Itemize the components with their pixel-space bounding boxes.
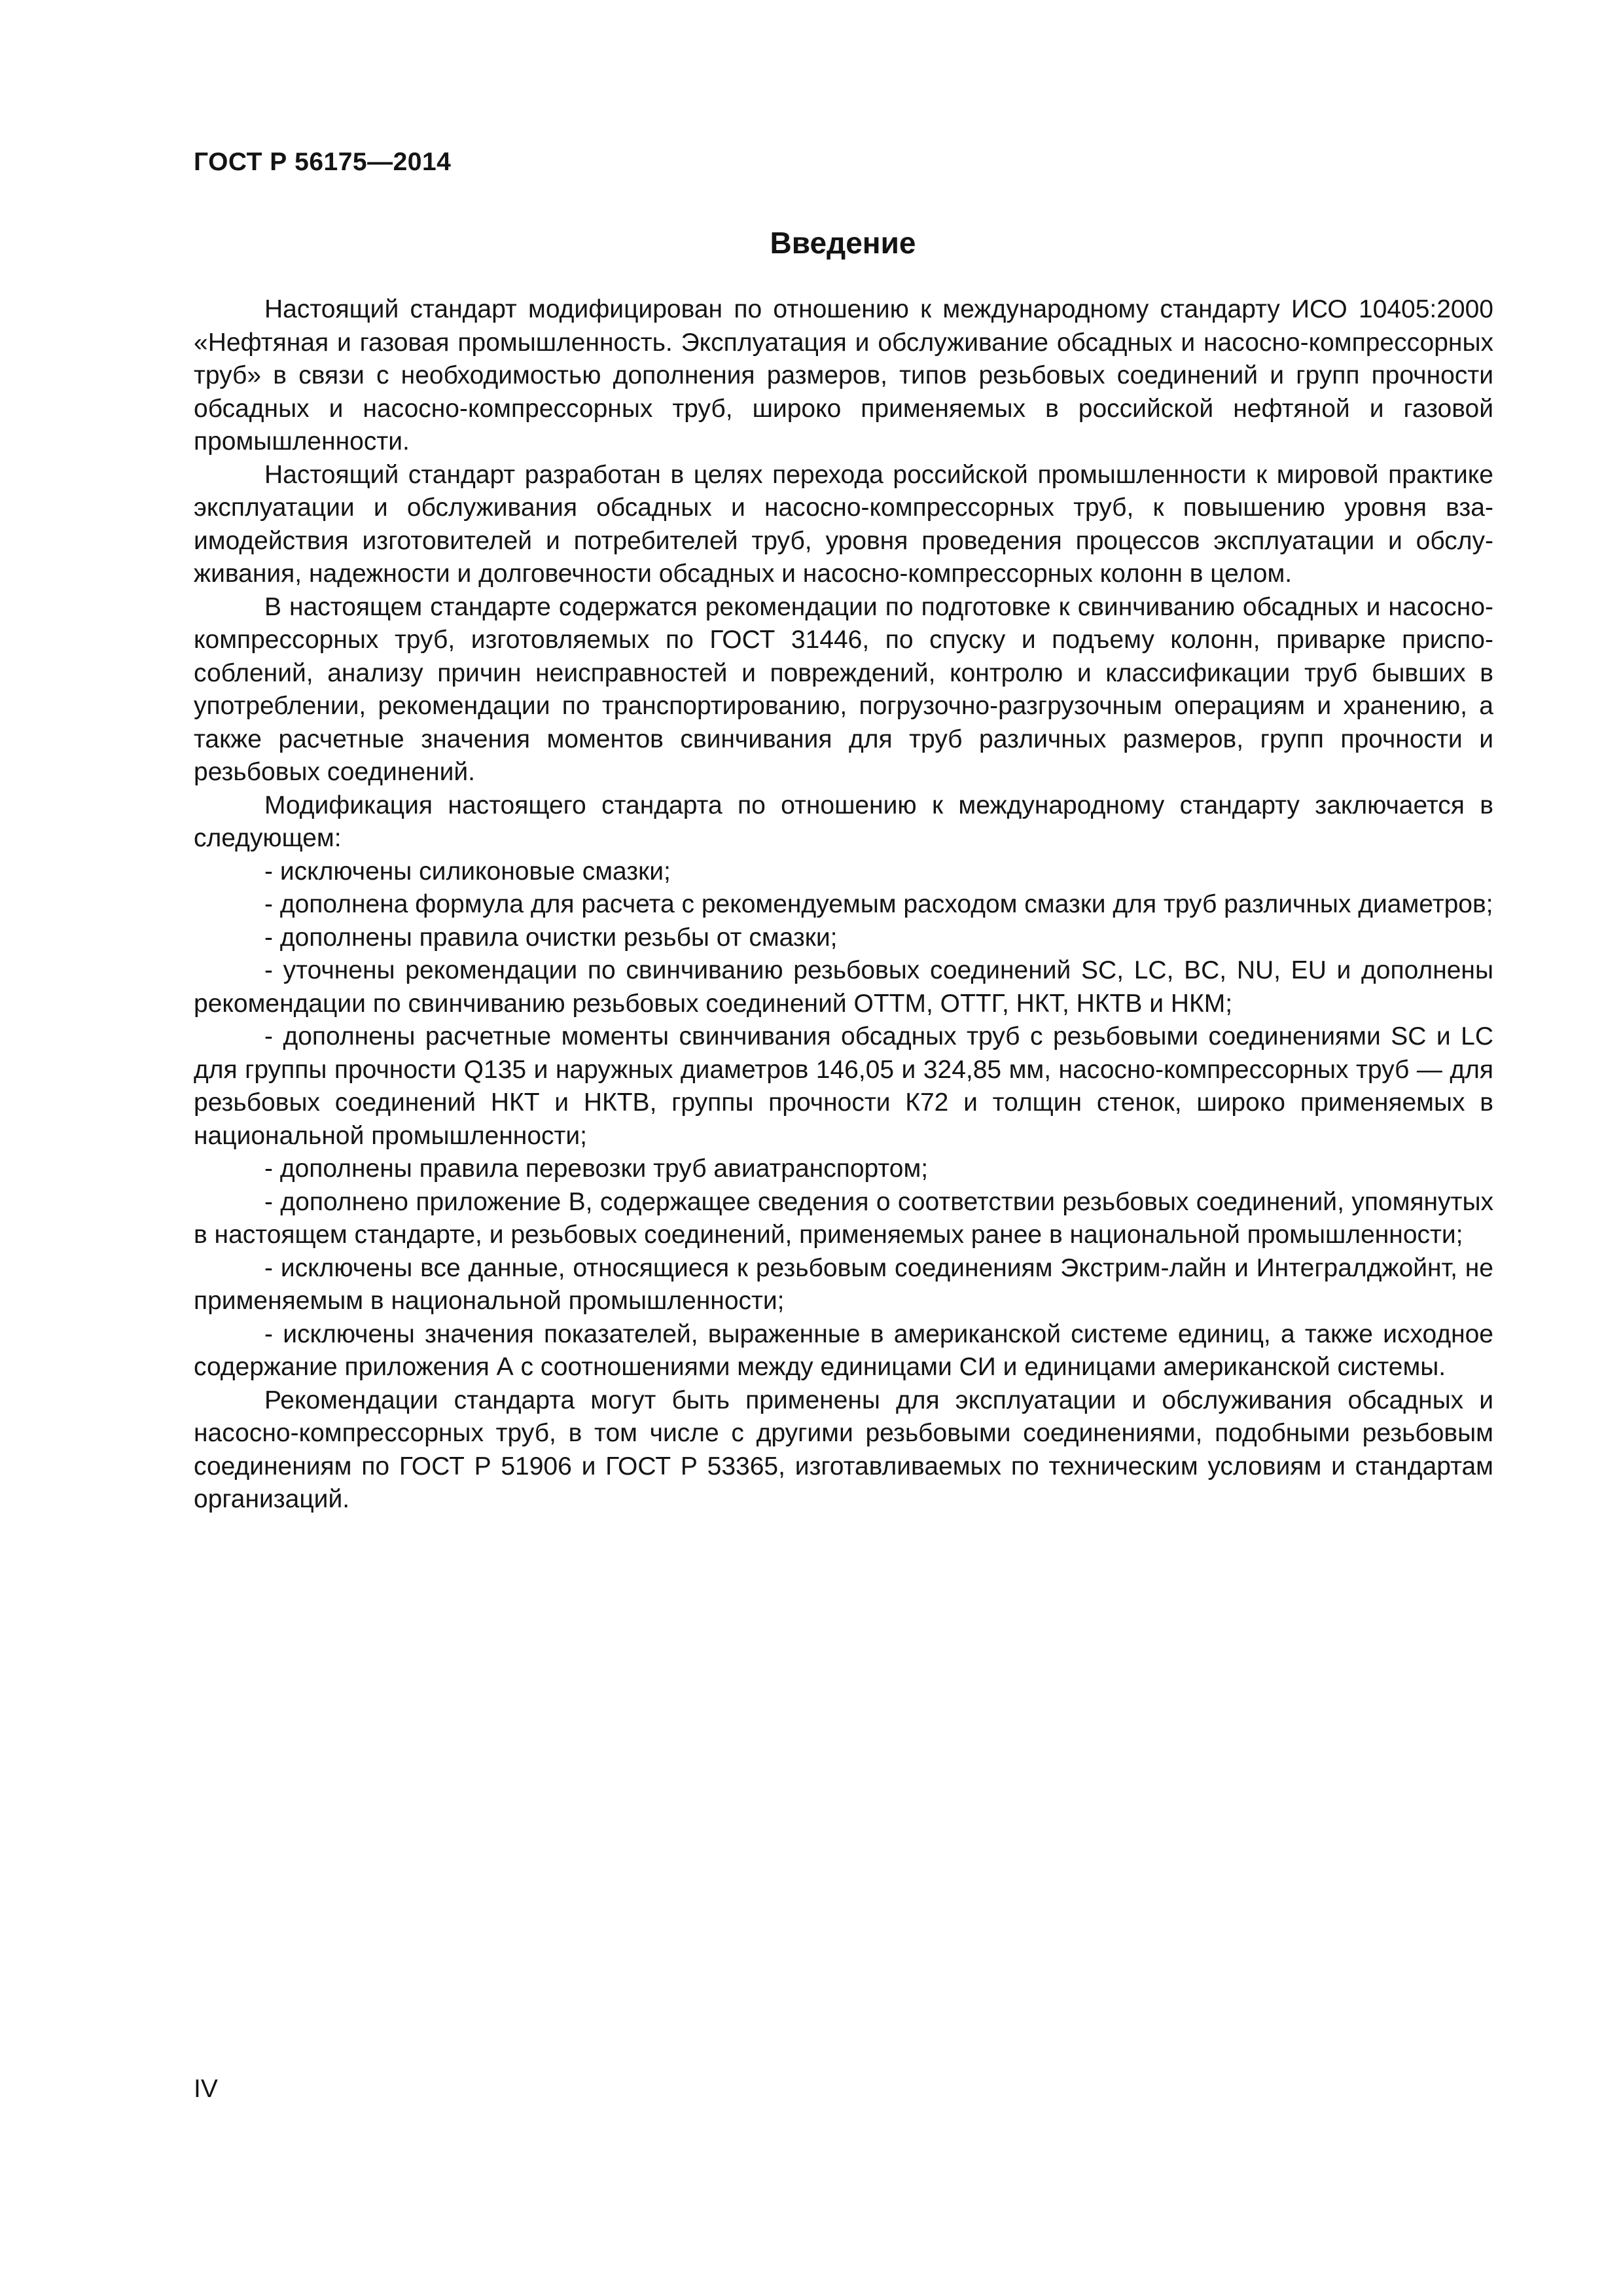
section-title: Введение [770, 226, 916, 260]
list-item: - исключены силиконовые смазки; [264, 857, 671, 886]
list-item: - дополнена формула для расчета с рекомендуемым расходом смазки для труб различных диаметров; [264, 890, 1493, 918]
standard-header: ГОСТ Р 56175—2014 [194, 148, 452, 176]
list-item: - исключены значения показателей, выраженные в американской системе единиц, а также исходное содержание приложения А с соотношениями между единицами СИ и единицами американской системы. [194, 1319, 1493, 1381]
list-item: - дополнены расчетные моменты свинчивания обсадных труб с резьбовыми соединениями SC и LC для группы прочности Q135 и наружных диаметров 146,05 и 324,85 мм, насосно-компрессорных труб — для резьбовых соединений НКТ и НКТВ, группы прочности К72 и толщин стенок, широко применяемых в национальной промышленности; [194, 1022, 1493, 1150]
list-item: - дополнено приложение В, содержащее сведения о соответствии резьбовых соединений, упомянутых в настоящем стандарте, и резьбовых соединений, применяемых ранее в национальной промышленности; [194, 1187, 1493, 1249]
paragraph: Модификация настоящего стандарта по отношению к международному стандарту заключается в следующем: [194, 791, 1493, 852]
paragraph: Рекомендации стандарта могут быть применены для эксплуатации и обслуживания обсадных и насосно-компрессорных труб, в том числе с другими резьбовыми соединениями, подобными резьбовым соединениям по ГОСТ Р 51906 и ГОСТ Р 53365, изготавливаемых по техническим условиям и стандартам организаций. [194, 1386, 1493, 1513]
paragraph: Настоящий стандарт разработан в целях перехода российской промышленности к мировой практике эксплуатации и обслуживания обсадных и насосно-компрессорных труб, к повышению уровня взаимодействия изготовителей и потребителей труб, уровня проведения процессов эксплуатации и обслуживания, надежности и долговечности обсадных и насосно-компрессорных колонн в целом. [194, 460, 1493, 588]
paragraph: В настоящем стандарте содержатся рекомендации по подготовке к свинчиванию обсадных и насосно-компрессорных труб, изготовляемых по ГОСТ 31446, по спуску и подъему колонн, приварке приспособлений, анализу причин неисправностей и повреждений, контролю и классификации труб бывших в употреблении, рекомендации по транспортированию, погрузочно-разгрузочным операциям и хранению, а также расчетные значения моментов свинчивания для труб различных размеров, групп прочности и резьбовых соединений. [194, 592, 1493, 786]
list-item: - уточнены рекомендации по свинчиванию резьбовых соединений SC, LC, BC, NU, EU и дополнены рекомендации по свинчиванию резьбовых соединений ОТТМ, ОТТГ, НКТ, НКТВ и НКМ; [194, 956, 1493, 1018]
paragraph: Настоящий стандарт модифицирован по отношению к международному стандарту ИСО 10405:2000 «Нефтяная и газовая промышленность. Эксплуатация и обслуживание обсадных и насосно-компрессорных труб» в связи с необходимостью дополнения размеров, типов резьбовых соединений и групп прочности обсадных и насосно-компрессорных труб, широко применяемых в российской нефтяной и газовой промышленности. [194, 295, 1493, 456]
list-item: - дополнены правила очистки резьбы от смазки; [264, 923, 838, 952]
page-number: IV [194, 2075, 218, 2103]
list-item: - исключены все данные, относящиеся к резьбовым соединениям Экстрим-лайн и Интегралджойнт, не применяемым в национальной промышленности; [194, 1253, 1493, 1315]
section-body [194, 293, 1493, 1516]
list-item: - дополнены правила перевозки труб авиатранспортом; [264, 1155, 929, 1183]
